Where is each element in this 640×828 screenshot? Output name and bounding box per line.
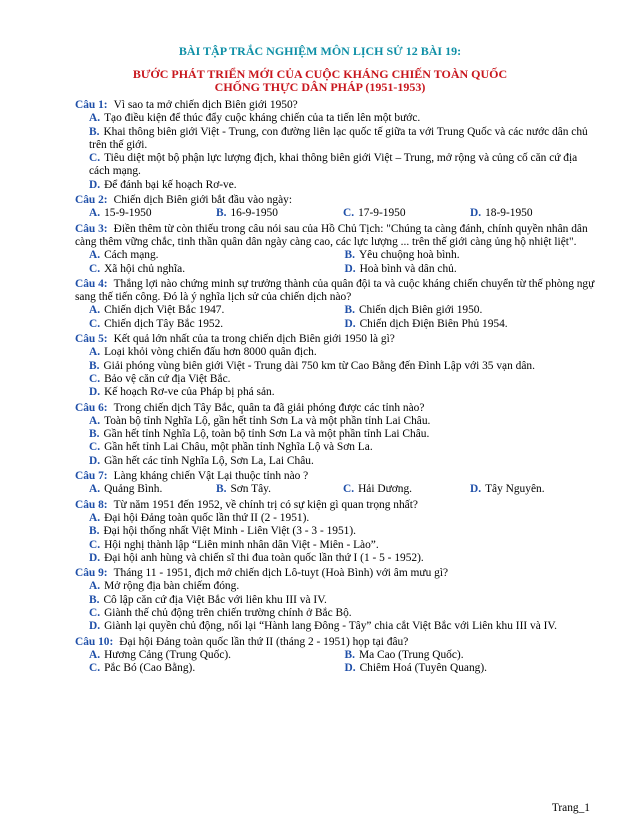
option-letter: C. [89,538,101,551]
answer-option[interactable] [75,620,600,633]
option-row [75,649,600,662]
option-letter: D. [344,662,356,675]
question-text: Làng kháng chiến Vật Lại thuộc tỉnh nào ? [113,470,309,483]
option-text: Ma Cao (Trung Quốc). [358,648,464,661]
option-text: Khai thông biên giới Việt - Trung, con đường liên lạc quốc tế giữa ta với Trung Quốc và các nước dân chủ trên thế giới. [89,125,588,151]
question-number: Câu 10: [75,635,114,648]
question-number: Câu 2: [75,194,108,207]
answer-option[interactable] [345,249,601,262]
answer-option[interactable] [345,649,601,662]
question-stem [75,567,600,580]
option-text: Kế hoạch Rơ-ve của Pháp bị phá sản. [104,386,275,399]
option-text: Cách mạng. [104,249,159,262]
answer-option[interactable] [75,346,600,359]
answer-option[interactable] [75,552,600,565]
question-text: Kết quả lớn nhất của ta trong chiến dịch Biên giới 1950 là gì? [113,333,395,346]
question-8 [75,499,600,565]
answer-option[interactable] [75,455,600,468]
option-letter: D. [344,317,356,330]
question-text: Tháng 11 - 1951, địch mở chiến dịch Lô-tuyt (Hoà Bình) với âm mưu gì? [113,567,449,580]
option-text: Chiến dịch Việt Bắc 1947. [104,304,225,317]
answer-option[interactable] [75,179,600,192]
option-text: Xã hội chủ nghĩa. [104,262,186,275]
option-text: Hương Cảng (Trung Quốc). [104,648,232,661]
answer-option[interactable] [75,373,600,386]
option-text: Gần hết tỉnh Nghĩa Lộ, toàn bộ tỉnh Sơn La và một phần tỉnh Lai Châu. [103,428,430,441]
option-text: Tạo điều kiện để thúc đẩy cuộc kháng chiến của ta tiến lên một bước. [104,112,421,125]
answer-option[interactable] [75,512,600,525]
option-letter: C. [89,317,101,330]
option-letter: C. [343,483,355,496]
answer-option[interactable] [470,207,597,220]
option-letter: A. [89,207,101,220]
answer-option[interactable] [89,318,345,331]
answer-option[interactable] [75,386,600,399]
option-text: Sơn Tây. [230,483,271,496]
option-letter: B. [89,359,100,372]
option-letter: A. [89,249,101,262]
question-3 [75,223,600,276]
option-letter: C. [89,372,101,385]
option-letter: D. [89,386,101,399]
question-number: Câu 3: [75,222,108,235]
option-text: Giành lại quyền chủ động, nối lại “Hành lang Đông - Tây” chia cắt Việt Bắc với Liên khu III và IV. [104,620,558,633]
option-text: Tây Nguyên. [485,483,545,496]
question-stem [75,278,600,305]
question-stem [75,333,600,346]
question-text: Chiến dịch Biên giới bắt đầu vào ngày: [113,194,293,207]
question-number: Câu 4: [75,277,108,290]
option-text: Gần hết các tỉnh Nghĩa Lộ, Sơn La, Lai Châu. [104,454,314,467]
option-row [75,263,600,276]
option-row [75,662,600,675]
option-text: 18-9-1950 [485,207,533,220]
option-row [75,304,600,317]
answer-option[interactable] [345,662,601,675]
option-letter: D. [470,483,482,496]
option-row [75,483,600,496]
option-letter: D. [89,551,101,564]
option-text: 15-9-1950 [104,207,152,220]
answer-option[interactable] [216,207,343,220]
option-text: Chiến dịch Điện Biên Phủ 1954. [359,317,508,330]
option-text: Gần hết tỉnh Lai Châu, một phần tỉnh Nghĩa Lộ và Sơn La. [104,441,373,454]
option-letter: A. [89,346,101,359]
answer-option[interactable] [75,112,600,125]
answer-option[interactable] [75,580,600,593]
option-text: Đại hội thống nhất Việt Minh - Liên Việt (3 - 3 - 1951). [103,525,357,538]
answer-option[interactable] [216,483,343,496]
option-letter: C. [89,152,101,165]
option-letter: A. [89,304,101,317]
question-number: Câu 5: [75,333,108,346]
question-4 [75,278,600,331]
answer-option[interactable] [75,126,600,153]
answer-option[interactable] [75,594,600,607]
answer-option[interactable] [89,304,345,317]
option-text: Loại khỏi vòng chiến đấu hơn 8000 quân địch. [104,346,317,359]
option-letter: C. [89,262,101,275]
question-text: Điền thêm từ còn thiếu trong câu nói sau của Hồ Chủ Tịch: "Chúng ta càng đánh, chính quyền nhân dân càng thêm vững chắc, tinh thần quân dân ngày càng cao, các lực lượng ... trên thế giới càng ủng hộ nhiệt liệt". [75,222,588,248]
option-text: Tiêu diệt một bộ phận lực lượng địch, khai thông biên giới Việt – Trung, mở rộng và củng cố căn cứ địa cách mạng. [89,152,578,178]
option-text: Giải phóng vùng biên giới Việt - Trung dài 750 km từ Cao Bằng đến Đình Lập với 35 vạn dân. [103,359,535,372]
option-letter: A. [89,580,101,593]
option-letter: D. [344,262,356,275]
option-text: Đại hội anh hùng và chiến sĩ thi đua toàn quốc lần thứ I (1 - 5 - 1952). [104,551,424,564]
answer-option[interactable] [470,483,597,496]
answer-option[interactable] [345,304,601,317]
answer-option[interactable] [343,207,470,220]
answer-option[interactable] [89,483,216,496]
question-stem [75,99,600,112]
option-text: Bảo vệ căn cứ địa Việt Bắc. [104,372,231,385]
answer-option[interactable] [75,525,600,538]
question-text: Đại hội Đảng toàn quốc lần thứ II (tháng 2 - 1951) họp tại đâu? [119,635,409,648]
answer-option[interactable] [89,263,345,276]
question-stem [75,194,600,207]
option-text: Chiêm Hoá (Tuyên Quang). [359,662,487,675]
option-text: Chiến dịch Biên giới 1950. [358,304,483,317]
option-letter: A. [89,483,101,496]
option-letter: B. [344,304,355,317]
question-text: Trong chiến dịch Tây Bắc, quân ta đã giải phóng được các tỉnh nào? [113,401,425,414]
answer-option[interactable] [89,249,345,262]
question-7 [75,470,600,497]
option-text: 17-9-1950 [358,207,406,220]
option-row [75,207,600,220]
option-letter: A. [89,511,101,524]
answer-option[interactable] [75,152,600,179]
option-letter: A. [89,112,101,125]
question-stem [75,402,600,415]
answer-option[interactable] [343,483,470,496]
question-list [75,97,600,675]
question-text: Vì sao ta mở chiến dịch Biên giới 1950? [113,99,298,111]
option-letter: D. [89,620,101,633]
answer-option[interactable] [75,539,600,552]
option-letter: C. [89,441,101,454]
lesson-title-line-1: BƯỚC PHÁT TRIỂN MỚI CỦA CUỘC KHÁNG CHIẾN TOÀN QUỐC [132,67,508,81]
document-title: BÀI TẬP TRẮC NGHIỆM MÔN LỊCH SỬ 12 BÀI 19: [178,44,462,58]
option-text: Quảng Bình. [104,483,163,496]
option-letter: D. [89,178,101,191]
option-text: 16-9-1950 [230,207,278,220]
option-row [75,318,600,331]
option-letter: B. [344,249,355,262]
option-letter: B. [344,648,355,661]
option-letter: B. [89,593,100,606]
option-text: Đại hội Đảng toàn quốc lần thứ II (2 - 1951). [104,511,310,524]
question-stem [75,499,600,512]
answer-option[interactable] [89,649,345,662]
option-text: Pắc Bó (Cao Bằng). [104,662,196,675]
answer-option[interactable] [75,441,600,454]
option-letter: C. [343,207,355,220]
option-letter: C. [89,662,101,675]
question-2 [75,194,600,221]
question-6 [75,402,600,468]
question-1 [75,99,600,192]
answer-option[interactable] [75,360,600,373]
option-text: Hải Dương. [358,483,413,496]
option-text: Chiến dịch Tây Bắc 1952. [104,317,224,330]
answer-option[interactable] [89,662,345,675]
option-text: Toàn bộ tỉnh Nghĩa Lộ, gần hết tỉnh Sơn La và một phần tỉnh Lai Châu. [104,414,431,427]
answer-option[interactable] [345,318,601,331]
option-text: Hoà bình và dân chủ. [359,262,457,275]
option-letter: A. [89,414,101,427]
option-text: Mở rộng địa bàn chiếm đóng. [104,580,240,593]
answer-option[interactable] [89,207,216,220]
question-text: Từ năm 1951 đến 1952, về chính trị có sự kiện gì quan trọng nhất? [113,498,418,511]
question-number: Câu 9: [75,567,108,580]
option-text: Cô lập căn cứ địa Việt Bắc với liên khu III và IV. [103,593,327,606]
option-letter: B. [216,483,227,496]
option-letter: B. [216,207,227,220]
option-letter: C. [89,606,101,619]
option-letter: D. [89,454,101,467]
question-number: Câu 8: [75,498,108,511]
answer-option[interactable] [345,263,601,276]
option-letter: B. [89,525,100,538]
question-text: Thắng lợi nào chứng minh sự trưởng thành của quân đội ta và cuộc kháng chiến chuyển từ thế phòng ngự sang thế tiến công. Đó là ý nghĩa lịch sử của chiến dịch nào? [75,277,595,304]
question-stem [75,470,600,483]
answer-option[interactable] [75,428,600,441]
option-letter: B. [89,428,100,441]
option-text: Giành thế chủ động trên chiến trường chính ở Bắc Bộ. [104,606,352,619]
answer-option[interactable] [75,607,600,620]
option-row [75,249,600,262]
question-5 [75,333,600,399]
option-text: Để đánh bại kế hoạch Rơ-ve. [104,178,237,191]
option-letter: D. [470,207,482,220]
question-stem [75,636,600,649]
question-number: Câu 6: [75,401,108,414]
question-number: Câu 7: [75,470,108,483]
lesson-title-line-2: CHỐNG THỰC DÂN PHÁP (1951-1953) [214,80,426,94]
question-10 [75,636,600,676]
answer-option[interactable] [75,415,600,428]
option-letter: A. [89,648,101,661]
option-letter: B. [89,125,100,138]
question-number: Câu 1: [75,99,108,111]
page-number: Trang_1 [551,802,590,814]
option-text: Yêu chuộng hoà bình. [358,249,460,262]
option-text: Hội nghị thành lập “Liên minh nhân dân Việt - Miên - Lào”. [104,538,379,551]
question-stem [75,223,600,250]
question-9 [75,567,600,633]
